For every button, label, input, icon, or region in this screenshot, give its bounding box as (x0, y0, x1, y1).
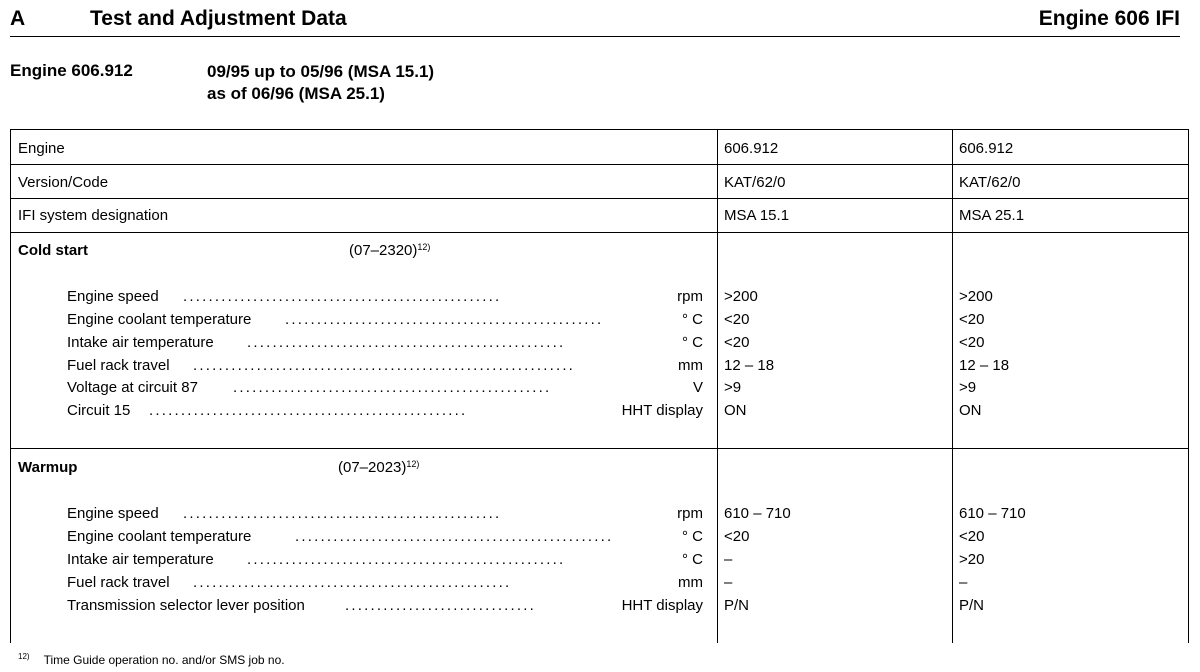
warmup-ref: $(07-2023)^{12)}$ (338, 459, 420, 476)
cs-circuit15-col2: ON (959, 402, 982, 419)
leader-dots: .................................................. (295, 528, 614, 545)
cs-engine-speed-col2: >200 (959, 288, 993, 305)
wu-intake-temp-col2: >20 (959, 551, 985, 568)
wu-coolant-temp-col1: <20 (724, 528, 750, 545)
row-divider (11, 198, 1188, 199)
engine-row-col1: 606.912 (724, 140, 779, 157)
version-row-col1: KAT/62/0 (724, 174, 786, 191)
engine-label: Engine 606.912 (10, 61, 133, 80)
leader-dots: .................................................. (247, 334, 566, 351)
cs-engine-speed-label: Engine speed (67, 288, 159, 305)
wu-fuel-rack-col1: – (724, 574, 733, 591)
row-divider (11, 164, 1188, 165)
footnote-text: Time Guide operation no. and/or SMS job no. (43, 653, 285, 667)
date-line-2: as of 06/96 (MSA 25.1) (207, 84, 385, 103)
leader-dots: .................................................. (183, 505, 502, 522)
cs-coolant-temp-label: Engine coolant temperature (67, 311, 252, 328)
footnote (18, 652, 285, 667)
cs-fuel-rack-unit: mm (678, 357, 703, 374)
wu-coolant-temp-col2: <20 (959, 528, 985, 545)
date-line-1: 09/95 up to 05/96 (MSA 15.1) (207, 62, 435, 81)
version-row-col2: KAT/62/0 (959, 174, 1021, 191)
cs-fuel-rack-col1: 12 – 18 (724, 357, 775, 374)
section-letter: A (10, 7, 26, 30)
wu-selector-col1: P/N (724, 597, 750, 614)
leader-dots: .................................................. (183, 288, 502, 305)
wu-selector-unit: HHT display (621, 597, 703, 614)
cs-circuit15-unit: HHT display (621, 402, 703, 419)
ifi-row-col1: MSA 15.1 (724, 207, 790, 224)
wu-engine-speed-unit: rpm (677, 505, 703, 522)
wu-coolant-temp-unit: ° C (682, 528, 703, 545)
cold-start-title: Cold start (18, 242, 89, 259)
leader-dots: .................................................. (233, 379, 552, 396)
ifi-row-col2: MSA 25.1 (959, 207, 1025, 224)
leader-dots: .................................................. (285, 311, 604, 328)
wu-intake-temp-label: Intake air temperature (67, 551, 214, 568)
engine-dates (207, 61, 434, 105)
leader-dots: ............................................................ (193, 357, 576, 374)
cs-circuit15-col1: ON (724, 402, 747, 419)
wu-fuel-rack-label: Fuel rack travel (67, 574, 170, 591)
row-divider (11, 232, 1188, 233)
page-title: Test and Adjustment Data (90, 7, 347, 30)
cs-voltage-col2: >9 (959, 379, 977, 396)
leader-dots: .................................................. (149, 402, 468, 419)
wu-fuel-rack-unit: mm (678, 574, 703, 591)
wu-selector-label: Transmission selector lever position (67, 597, 305, 614)
cs-intake-temp-col2: <20 (959, 334, 985, 351)
cs-engine-speed-col1: >200 (724, 288, 758, 305)
engine-row-label: Engine (18, 140, 65, 157)
column-divider-1 (717, 130, 718, 643)
leader-dots: .................................................. (247, 551, 566, 568)
version-row-label: Version/Code (18, 174, 109, 191)
adjustment-data-table (10, 129, 1189, 643)
cs-coolant-temp-unit: ° C (682, 311, 703, 328)
wu-intake-temp-col1: – (724, 551, 733, 568)
cs-voltage-unit: V (692, 379, 703, 396)
cs-intake-temp-col1: <20 (724, 334, 750, 351)
cs-coolant-temp-col2: <20 (959, 311, 985, 328)
footnote-ref: 12) (406, 459, 420, 469)
leader-dots: .............................. (345, 597, 537, 614)
warmup-title: Warmup (18, 459, 78, 476)
ifi-row-label: IFI system designation (18, 207, 169, 224)
cs-fuel-rack-label: Fuel rack travel (67, 357, 170, 374)
wu-engine-speed-col1: 610 – 710 (724, 505, 791, 522)
cs-circuit15-label: Circuit 15 (67, 402, 131, 419)
wu-fuel-rack-col2: – (959, 574, 968, 591)
wu-engine-speed-label: Engine speed (67, 505, 159, 522)
row-divider (11, 448, 1188, 449)
cs-voltage-col1: >9 (724, 379, 742, 396)
footnote-marker: 12) (18, 652, 30, 661)
footnote-ref: 12) (417, 242, 431, 252)
wu-selector-col2: P/N (959, 597, 985, 614)
leader-dots: .................................................. (193, 574, 512, 591)
cs-voltage-label: Voltage at circuit 87 (67, 379, 198, 396)
cs-fuel-rack-col2: 12 – 18 (959, 357, 1010, 374)
wu-intake-temp-unit: ° C (682, 551, 703, 568)
cs-coolant-temp-col1: <20 (724, 311, 750, 328)
wu-engine-speed-col2: 610 – 710 (959, 505, 1026, 522)
cs-intake-temp-unit: ° C (682, 334, 703, 351)
wu-coolant-temp-label: Engine coolant temperature (67, 528, 252, 545)
cs-engine-speed-unit: rpm (677, 288, 703, 305)
cs-intake-temp-label: Intake air temperature (67, 334, 214, 351)
engine-title: Engine 606 IFI (1038, 7, 1180, 30)
cold-start-ref: $(07-2320)^{12)}$ (349, 242, 431, 259)
column-divider-2 (952, 130, 953, 643)
page-header (10, 5, 1180, 37)
engine-row-col2: 606.912 (959, 140, 1014, 157)
